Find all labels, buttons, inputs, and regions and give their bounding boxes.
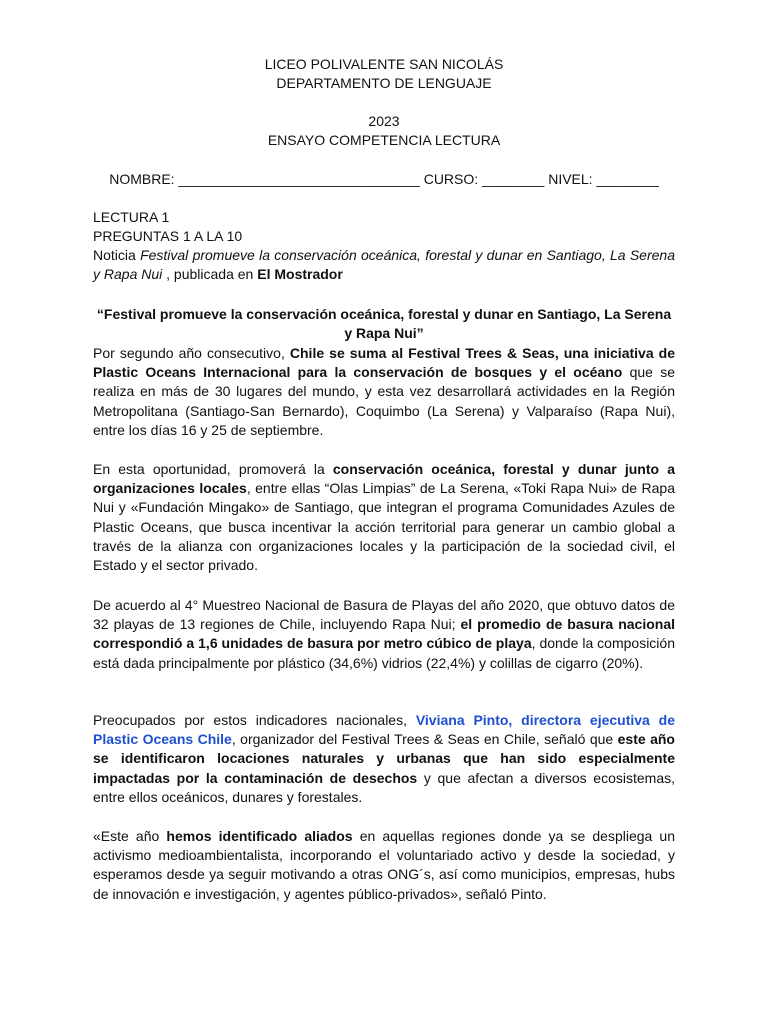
news-title-italic: Festival promueve la conservación oceánica, forestal y dunar en Santiago, La Serena y Rapa Nui bbox=[93, 247, 675, 283]
article-paragraph-4: Preocupados por estos indicadores nacionales, Viviana Pinto, directora ejecutiva de Plastic Oceans Chile, organizador del Festival Trees & Seas en Chile, señaló que este año se identificaron locaciones naturales y urbanas que han sido especialmente impactadas por la contaminación de desechos y que afectan a diversos ecosistemas, entre ellos oceánicos, dunares y forestales. bbox=[93, 712, 676, 805]
exam-title: ENSAYO COMPETENCIA LECTURA bbox=[267, 132, 501, 148]
director-name-highlight: Viviana Pinto, directora ejecutiva de Plastic Oceans Chile bbox=[93, 712, 676, 748]
questions-range: PREGUNTAS 1 A LA 10 bbox=[93, 228, 243, 244]
department-name: DEPARTAMENTO DE LENGUAJE bbox=[276, 75, 492, 91]
article-paragraph-5: «Este año hemos identificado aliados en aquellas regiones donde ya se despliega un activismo medioambientalista, incorporando el voluntariado activo y desde la sociedad, y esperamos desde ya seguir motivando a otras ONG´s, así como municipios, empresas, hubs de innovación e investigación, y agentes público-privados», señaló Pinto. bbox=[93, 828, 675, 902]
exam-year: 2023 bbox=[368, 113, 400, 129]
article-paragraph-3: De acuerdo al 4° Muestreo Nacional de Basura de Playas del año 2020, que obtuvo datos de 32 playas de 13 regiones de Chile, incluyendo Rapa Nui; el promedio de basura nacional correspondió a 1,6 unidades de basura por metro cúbico de playa, donde la composición está dada principalmente por plástico (34,6%) vidrios (22,4%) y colillas de cigarro (20%). bbox=[93, 597, 675, 671]
school-name: LICEO POLIVALENTE SAN NICOLÁS bbox=[264, 56, 504, 72]
reading-intro bbox=[93, 208, 675, 284]
document-header bbox=[93, 55, 675, 150]
student-info-line: NOMBRE: _______________________________ CURSO: ________ NIVEL: ________ bbox=[109, 171, 659, 187]
news-source: El Mostrador bbox=[257, 266, 343, 283]
reading-label: LECTURA 1 bbox=[93, 209, 170, 225]
article-title: “Festival promueve la conservación oceánica, forestal y dunar en Santiago, La Serena y Rapa Nui” bbox=[96, 306, 672, 341]
article-paragraph-2: En esta oportunidad, promoverá la conservación oceánica, forestal y dunar junto a organizaciones locales, entre ellas “Olas Limpias” de La Serena, «Toki Rapa Nui» de Rapa Nui y «Fundación Mingako» de Santiago, que integran el programa Comunidades Azules de Plastic Oceans, que busca incentivar la acción territorial para generar un cambio global a través de la alianza con organizaciones locales y la participación de la sociedad civil, el Estado y el sector privado. bbox=[93, 461, 675, 574]
reading-source-line: Noticia Festival promueve la conservación oceánica, forestal y dunar en Santiago, La Serena y Rapa Nui , publicada en El Mostrador bbox=[93, 247, 675, 283]
article-paragraph-1: Por segundo año consecutivo, Chile se suma al Festival Trees & Seas, una iniciativa de Plastic Oceans Internacional para la conservación de bosques y el océano que se realiza en más de 30 lugares del mundo, y esta vez desarrollará actividades en la Región Metropolitana (Santiago-San Bernardo), Coquimbo (La Serena) y Valparaíso (Rapa Nui), entre los días 16 y 25 de septiembre. bbox=[93, 345, 675, 438]
